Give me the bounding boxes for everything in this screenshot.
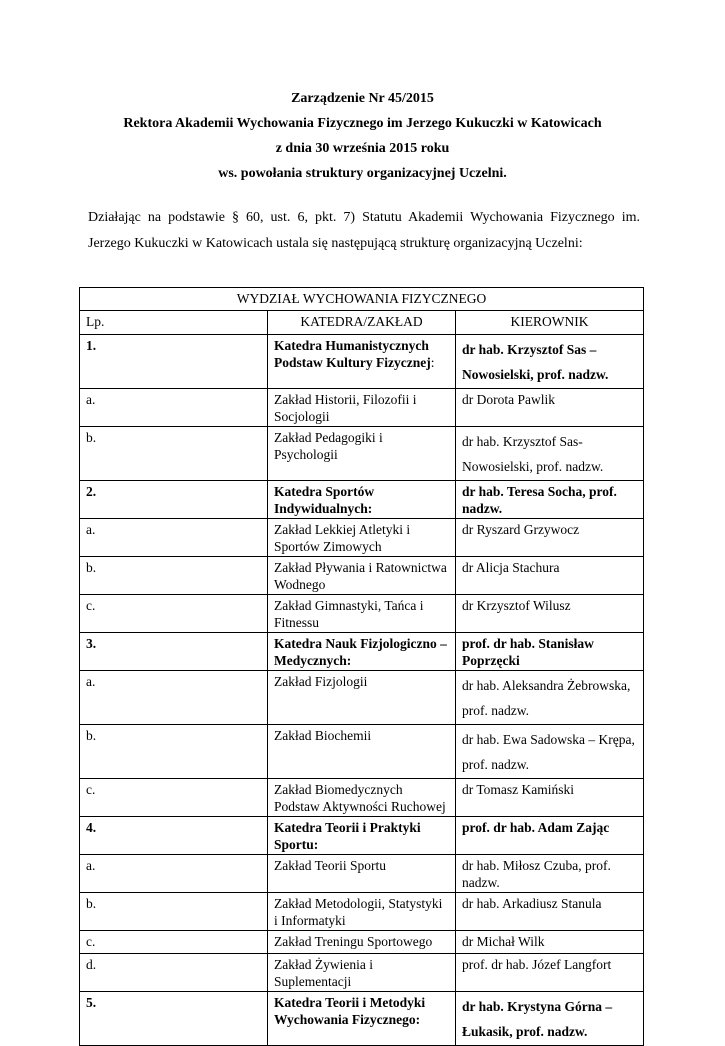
unit-head: dr Krzysztof Wilusz — [456, 595, 644, 633]
row-number: 1. — [80, 335, 268, 389]
row-number: a. — [80, 519, 268, 557]
unit-name: Katedra Teorii i Metodyki Wychowania Fizycznego: — [268, 992, 456, 1046]
unit-name — [268, 335, 456, 389]
row-number: a. — [80, 855, 268, 893]
unit-head: dr hab. Teresa Socha, prof. nadzw. — [456, 481, 644, 519]
column-header-unit: KATEDRA/ZAKŁAD — [268, 311, 456, 335]
table-row — [80, 557, 644, 595]
unit-name: Katedra Sportów Indywidualnych: — [268, 481, 456, 519]
unit-name: Zakład Fizjologii — [268, 671, 456, 725]
unit-name: Zakład Pływania i Ratownictwa Wodnego — [268, 557, 456, 595]
unit-name: Zakład Treningu Sportowego — [268, 931, 456, 954]
unit-name: Zakład Żywienia i Suplementacji — [268, 954, 456, 992]
table-row — [80, 855, 644, 893]
unit-head: dr Ryszard Grzywocz — [456, 519, 644, 557]
unit-head: dr Michał Wilk — [456, 931, 644, 954]
table-row — [80, 725, 644, 779]
unit-name: Zakład Lekkiej Atletyki i Sportów Zimowych — [268, 519, 456, 557]
row-number: b. — [80, 557, 268, 595]
document-header — [0, 90, 725, 190]
unit-name: Zakład Pedagogiki i Psychologii — [268, 427, 456, 481]
table-row — [80, 779, 644, 817]
table-row — [80, 954, 644, 992]
unit-name: Zakład Metodologii, Statystyki i Informatyki — [268, 893, 456, 931]
unit-head: dr hab. Krystyna Górna – Łukasik, prof. nadzw. — [456, 992, 644, 1046]
date-line: z dnia 30 września 2015 roku — [275, 141, 450, 156]
row-number: c. — [80, 931, 268, 954]
table-row — [80, 427, 644, 481]
unit-name: Katedra Nauk Fizjologiczno – Medycznych: — [268, 633, 456, 671]
row-number: 4. — [80, 817, 268, 855]
unit-name: Zakład Gimnastyki, Tańca i Fitnessu — [268, 595, 456, 633]
unit-head: dr hab. Krzysztof Sas-Nowosielski, prof. nadzw. — [456, 427, 644, 481]
unit-head: dr hab. Miłosz Czuba, prof. nadzw. — [456, 855, 644, 893]
row-number: d. — [80, 954, 268, 992]
table-row — [80, 633, 644, 671]
unit-head: prof. dr hab. Stanisław Poprzęcki — [456, 633, 644, 671]
ordinance-number: Zarządzenie Nr 45/2015 — [291, 91, 434, 106]
unit-name: Zakład Historii, Filozofii i Socjologii — [268, 389, 456, 427]
table-row — [80, 817, 644, 855]
issuer-line: Rektora Akademii Wychowania Fizycznego im Jerzego Kukuczki w Katowicach — [123, 116, 602, 131]
row-number: b. — [80, 725, 268, 779]
unit-name: Katedra Teorii i Praktyki Sportu: — [268, 817, 456, 855]
subject-line: ws. powołania struktury organizacyjnej Uczelni. — [218, 166, 507, 181]
table-row — [80, 595, 644, 633]
row-number: c. — [80, 779, 268, 817]
intro-text: Działając na podstawie § 60, ust. 6, pkt. 7) Statutu Akademii Wychowania Fizycznego im. Jerzego Kukuczki w Katowicach ustala się następującą strukturę organizacyjną Uczelni: — [88, 210, 640, 251]
unit-head: prof. dr hab. Adam Zając — [456, 817, 644, 855]
row-number: b. — [80, 893, 268, 931]
unit-name-text: Katedra Humanistycznych Podstaw Kultury Fizycznej — [274, 338, 431, 370]
table-row — [80, 931, 644, 954]
unit-head: dr Dorota Pawlik — [456, 389, 644, 427]
unit-head: dr hab. Krzysztof Sas – Nowosielski, prof. nadzw. — [456, 335, 644, 389]
row-number: b. — [80, 427, 268, 481]
table-row — [80, 671, 644, 725]
unit-head: dr Alicja Stachura — [456, 557, 644, 595]
row-number: a. — [80, 389, 268, 427]
table-row — [80, 519, 644, 557]
table-row — [80, 893, 644, 931]
row-number: 5. — [80, 992, 268, 1046]
table-row — [80, 481, 644, 519]
row-number: c. — [80, 595, 268, 633]
table-row — [80, 992, 644, 1046]
intro-paragraph — [88, 205, 640, 256]
unit-head: prof. dr hab. Józef Langfort — [456, 954, 644, 992]
unit-name: Zakład Biochemii — [268, 725, 456, 779]
row-number: 3. — [80, 633, 268, 671]
table-title-row — [80, 288, 644, 311]
structure-table — [79, 287, 644, 1046]
unit-head: dr hab. Arkadiusz Stanula — [456, 893, 644, 931]
unit-head: dr Tomasz Kamiński — [456, 779, 644, 817]
column-header-head: KIEROWNIK — [456, 311, 644, 335]
table-row — [80, 335, 644, 389]
unit-head: dr hab. Aleksandra Żebrowska, prof. nadzw. — [456, 671, 644, 725]
table-header-row — [80, 311, 644, 335]
row-number: a. — [80, 671, 268, 725]
column-header-lp: Lp. — [80, 311, 268, 335]
row-number: 2. — [80, 481, 268, 519]
unit-name: Zakład Biomedycznych Podstaw Aktywności Ruchowej — [268, 779, 456, 817]
unit-name-suffix: : — [430, 355, 435, 370]
unit-head: dr hab. Ewa Sadowska – Krępa, prof. nadzw. — [456, 725, 644, 779]
unit-name: Zakład Teorii Sportu — [268, 855, 456, 893]
table-row — [80, 389, 644, 427]
faculty-title: WYDZIAŁ WYCHOWANIA FIZYCZNEGO — [80, 288, 644, 311]
